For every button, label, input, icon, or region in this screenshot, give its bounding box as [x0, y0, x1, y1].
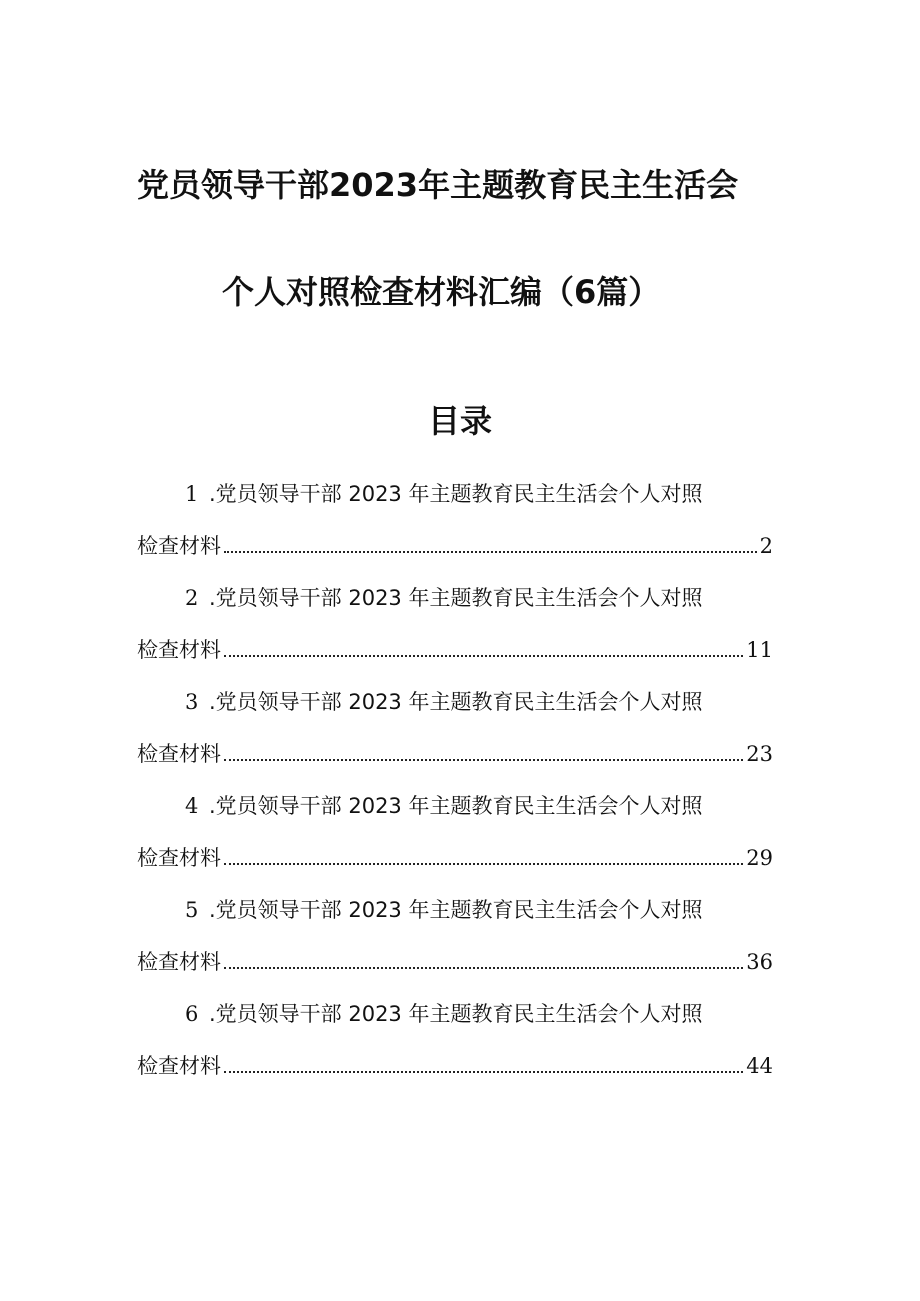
toc-entry-title — [185, 894, 702, 924]
toc-entry-continuation — [137, 842, 773, 872]
toc-entry-continuation — [137, 738, 773, 768]
toc-heading: 目录 — [427, 402, 492, 440]
document-title-line-1: 党员领导干部2023年主题教育民主生活会 — [137, 166, 739, 204]
toc-entry-title-continuation: 检查材料 — [137, 1054, 221, 1078]
toc-entry-title-text: .党员领导干部 2023 年主题教育民主生活会个人对照 — [209, 482, 703, 506]
toc-entry-title-continuation: 检查材料 — [137, 534, 221, 558]
toc-entry-title-text: .党员领导干部 2023 年主题教育民主生活会个人对照 — [209, 586, 703, 610]
toc-entry-number: 4 — [185, 794, 199, 818]
toc-entry-title — [185, 998, 702, 1028]
toc-dot-leader — [224, 758, 743, 761]
toc-entry-title-text: .党员领导干部 2023 年主题教育民主生活会个人对照 — [209, 690, 703, 714]
toc-entry-title — [185, 478, 702, 508]
toc-dot-leader — [224, 654, 743, 657]
toc-page-number: 11 — [746, 638, 773, 662]
toc-entry-continuation — [137, 530, 773, 560]
toc-page-number: 2 — [759, 534, 773, 558]
toc-page-number: 36 — [746, 950, 773, 974]
toc-entry-title — [185, 686, 702, 716]
toc-entry-title — [185, 790, 702, 820]
toc-entry-continuation — [137, 946, 773, 976]
toc-entry-title-text: .党员领导干部 2023 年主题教育民主生活会个人对照 — [209, 1002, 703, 1026]
toc-page-number: 29 — [746, 846, 773, 870]
toc-entry-title-continuation: 检查材料 — [137, 846, 221, 870]
toc-entry-title-continuation: 检查材料 — [137, 742, 221, 766]
toc-entry-number: 2 — [185, 586, 199, 610]
toc-entry-continuation — [137, 634, 773, 664]
toc-entry-title — [185, 582, 702, 612]
document-title-line-2: 个人对照检查材料汇编（6篇） — [222, 273, 661, 311]
toc-dot-leader — [224, 966, 743, 969]
toc-dot-leader — [224, 1070, 743, 1073]
toc-dot-leader — [224, 862, 743, 865]
toc-page-number: 23 — [746, 742, 773, 766]
toc-entry-number: 5 — [185, 898, 199, 922]
toc-entry-title-continuation: 检查材料 — [137, 638, 221, 662]
toc-entry-number: 3 — [185, 690, 199, 714]
toc-entry-number: 1 — [185, 482, 199, 506]
toc-entry-number: 6 — [185, 1002, 199, 1026]
toc-page-number: 44 — [746, 1054, 773, 1078]
toc-entry-title-continuation: 检查材料 — [137, 950, 221, 974]
toc-entry-continuation — [137, 1050, 773, 1080]
toc-dot-leader — [224, 550, 757, 553]
toc-entry-title-text: .党员领导干部 2023 年主题教育民主生活会个人对照 — [209, 898, 703, 922]
toc-entry-title-text: .党员领导干部 2023 年主题教育民主生活会个人对照 — [209, 794, 703, 818]
